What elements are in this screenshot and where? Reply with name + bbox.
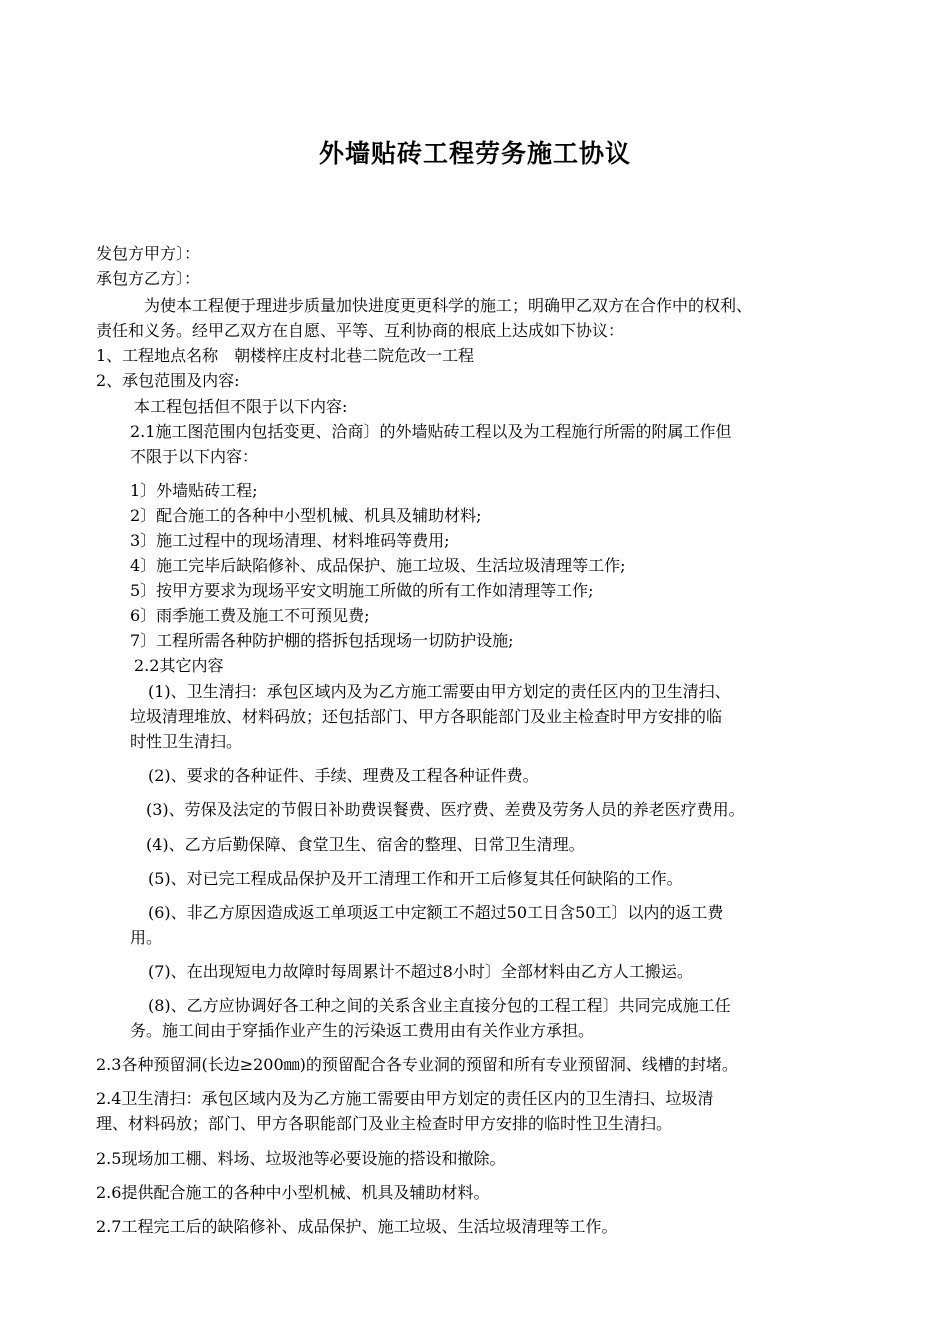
clause-2-4-line-2: 理、材料码放；部门、甲方各职能部门及业主检查时甲方安排的临时性卫生清扫。 [96,1114,673,1133]
preamble-line-2: 责任和义务。经甲乙双方在自愿、平等、互利协商的根底上达成如下协议： [96,321,625,340]
party-a-line: 发包方甲方〕： [96,244,201,263]
clause-2-1-line-1: 2.1施工图范围内包括变更、洽商〕的外墙贴砖工程以及为工程施行所需的附属工作但 [130,422,732,441]
item-6-line-1: (6)、非乙方原因造成返工单项返工中定额工不超过50工日含50工〕以内的返工费 [148,903,724,922]
item-7: (7)、在出现短电力故障时每周累计不超过8小时〕全部材料由乙方人工搬运。 [148,962,693,981]
section-1-line: 1、工程地点名称 朝楼梓庄皮村北巷二院危改一工程 [96,346,475,365]
preamble-line-1: 为使本工程便于理进步质量加快进度更更科学的施工；明确甲乙双方在合作中的权利、 [144,296,753,315]
item-1-line-3: 时性卫生清扫。 [130,732,243,751]
item-4: (4)、乙方后勤保障、食堂卫生、宿舍的整理、日常卫生清理。 [146,835,585,854]
clause-2-2-heading: 2.2其它内容 [134,656,224,675]
scope-intro: 本工程包括但不限于以下内容: [134,397,348,416]
section-2-heading: 2、承包范围及内容: [96,371,240,390]
party-b-line: 承包方乙方〕： [96,269,201,288]
item-5: (5)、对已完工程成品保护及开工清理工作和开工后修复其任何缺陷的工作。 [148,869,683,888]
list-item-5: 5〕按甲方要求为现场平安文明施工所做的所有工作如清理等工作; [130,581,594,600]
item-2: (2)、要求的各种证件、手续、理费及工程各种证件费。 [148,766,539,785]
item-3: (3)、劳保及法定的节假日补助费误餐费、医疗费、差费及劳务人员的养老医疗费用。 [146,800,745,819]
item-1-line-2: 垃圾清理堆放、材料码放；还包括部门、甲方各职能部门及业主检查时甲方安排的临 [130,707,723,726]
list-item-6: 6〕雨季施工费及施工不可预见费; [130,606,370,625]
list-item-2: 2〕配合施工的各种中小型机械、机具及辅助材料; [130,506,482,525]
clause-2-5: 2.5现场加工棚、料场、垃圾池等必要设施的搭设和撤除。 [96,1149,506,1168]
item-8-line-1: (8)、乙方应协调好各工种之间的关系含业主直接分包的工程工程〕共同完成施工任 [148,996,731,1015]
clause-2-6: 2.6提供配合施工的各种中小型机械、机具及辅助材料。 [96,1183,490,1202]
clause-2-7: 2.7工程完工后的缺陷修补、成品保护、施工垃圾、生活垃圾清理等工作。 [96,1217,618,1236]
list-item-1: 1〕外墙贴砖工程; [130,481,258,500]
item-1-line-1: (1)、卫生清扫：承包区域内及为乙方施工需要由甲方划定的责任区内的卫生清扫、 [148,682,731,701]
list-item-4: 4〕施工完毕后缺陷修补、成品保护、施工垃圾、生活垃圾清理等工作; [130,556,626,575]
clause-2-3: 2.3各种预留洞(长边≥200㎜)的预留配合各专业洞的预留和所有专业预留洞、线槽的封堵。 [96,1055,738,1074]
item-8-line-2: 务。施工间由于穿插作业产生的污染返工费用由有关作业方承担。 [130,1021,595,1040]
list-item-3: 3〕施工过程中的现场清理、材料堆码等费用; [130,531,450,550]
document-title: 外墙贴砖工程劳务施工协议 [318,139,631,168]
item-6-line-2: 用。 [130,928,163,947]
clause-2-4-line-1: 2.4卫生清扫：承包区域内及为乙方施工需要由甲方划定的责任区内的卫生清扫、垃圾清 [96,1089,714,1108]
list-item-7: 7〕工程所需各种防护棚的搭拆包括现场一切防护设施; [130,631,514,650]
clause-2-1-line-2: 不限于以下内容： [130,447,259,466]
